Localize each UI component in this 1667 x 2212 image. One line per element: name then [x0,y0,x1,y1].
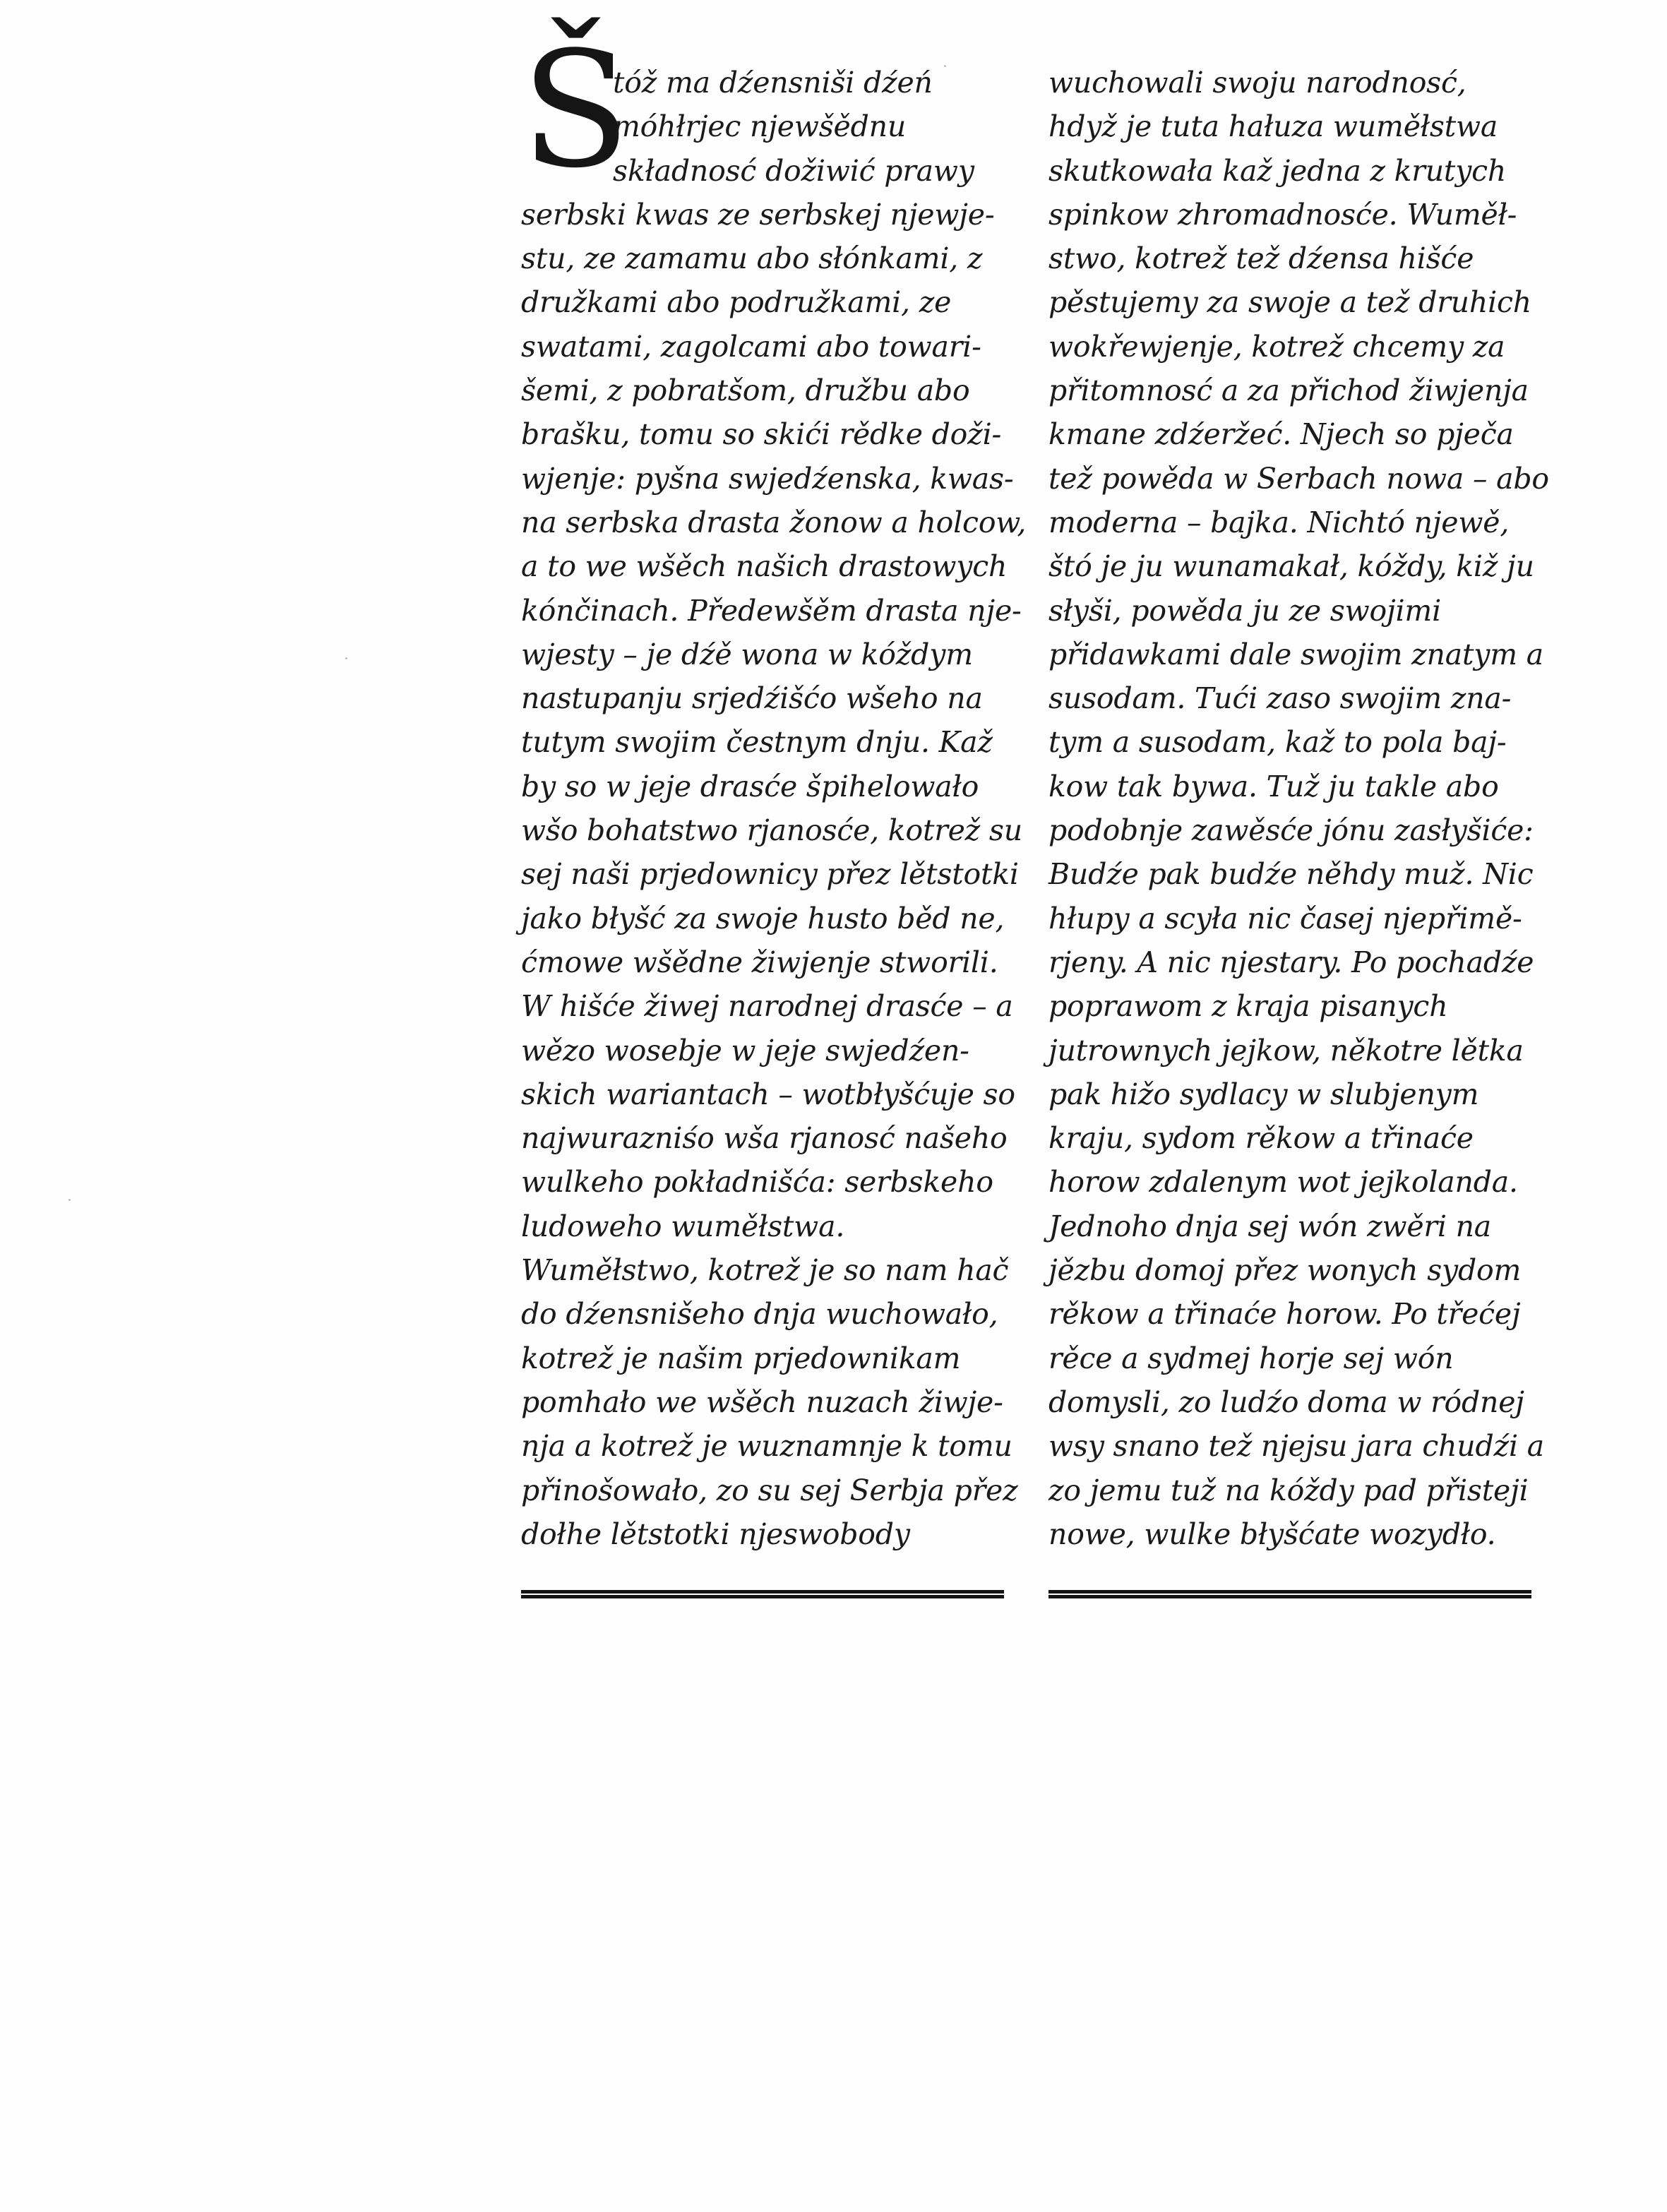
text-line: kotrež je našim prjedownikam [521,1341,961,1375]
text-line: ćmowe wšědne žiwjenje stworili. [521,945,998,979]
text-line: horow zdalenym wot jejkolanda. [1048,1165,1518,1200]
text-line: ludoweho wuměłstwa. [521,1209,845,1243]
text-line: pomhało we wšěch nuzach žiwje- [521,1385,1003,1419]
text-line: dołhe lětstotki njeswobody [521,1517,910,1551]
text-line: skich wariantach – wotbłyšćuje so [521,1077,1015,1111]
text-line: najwurazniśo wša rjanosć našeho [521,1121,1008,1156]
text-line: móhłrjec njewšědnu [613,109,907,144]
text-line: kmane zdźeržeć. Njech so pječa [1048,417,1514,452]
text-line: štó je ju wunamakał, kóždy, kiž ju [1048,549,1534,584]
text-line: moderna – bajka. Nichtó njewě, [1048,505,1510,539]
text-line: spinkow zhromadnosće. Wuměł- [1048,197,1517,232]
text-line: tóž ma dźensniši dźeń [613,66,933,100]
text-line: přinošowało, zo su sej Serbja přez [521,1473,1018,1507]
text-line: skutkowała kaž jedna z krutych [1048,153,1507,188]
text-line: kónčinach. Předewšěm drasta nje- [521,593,1022,628]
text-line: wězo wosebje w jeje swjedźen- [521,1033,969,1068]
text-line: wsy snano tež njejsu jara chudźi a [1048,1429,1544,1464]
paper-speck [345,657,347,659]
text-line: wšo bohatstwo rjanosće, kotrež su [521,813,1022,848]
paper-speck [68,1199,71,1201]
text-line: stu, ze zamamu abo słónkami, z [521,241,983,276]
text-line: Jednoho dnja sej wón zwěri na [1048,1209,1492,1243]
text-line: nowe, wulke błyšćate wozydło. [1048,1517,1496,1551]
text-line: do dźensnišeho dnja wuchowało, [521,1297,998,1332]
column-rule-left [521,1590,1004,1598]
text-line: tym a susodam, kaž to pola baj- [1048,725,1507,760]
column-rule-right [1048,1590,1531,1598]
text-line: na serbska drasta žonow a holcow, [521,505,1027,539]
text-line: tež powěda w Serbach nowa – abo [1048,461,1549,496]
text-line: nja a kotrež je wuznamnje k tomu [521,1429,1012,1464]
text-line: serbski kwas ze serbskej njewje- [521,197,995,232]
text-line: přidawkami dale swojim znatym a [1048,637,1543,671]
text-line: brašku, tomu so skići rědke doži- [521,417,1002,452]
text-line: kow tak bywa. Tuž ju takle abo [1048,769,1499,803]
text-line: podobnje zawěsće jónu zasłyšiće: [1048,813,1534,848]
text-line: susodam. Tući zaso swojim zna- [1048,681,1512,716]
text-line: kraju, sydom rěkow a třinaće [1048,1121,1474,1156]
text-line: a to we wšěch našich drastowych [521,549,1008,584]
text-line: poprawom z kraja pisanych [1048,989,1448,1024]
text-line: jězbu domoj přez wonych sydom [1048,1253,1522,1288]
text-line: wulkeho pokładnišća: serbskeho [521,1165,993,1200]
text-line: swatami, zagolcami abo towari- [521,329,981,364]
text-line: pak hižo sydlacy w slubjenym [1048,1077,1479,1111]
text-line: hdyž je tuta hałuza wuměłstwa [1048,109,1498,144]
left-column [521,61,1027,1556]
text-line: nastupanju srjedźišćo wšeho na [521,681,983,716]
text-line: jako błyšć za swoje husto běd ne, [521,901,1005,935]
text-line: hłupy a scyła nic časej njepřimě- [1048,901,1522,935]
text-line: šemi, z pobratšom, družbu abo [521,373,970,408]
text-line: składnosć dožiwić prawy [613,153,974,188]
text-line: wokřewjenje, kotrež chcemy za [1048,329,1505,364]
text-line: wjesty – je dźě wona w kóždym [521,637,973,671]
text-line: W hišće žiwej narodnej drasće – a [521,989,1013,1024]
text-line: zo jemu tuž na kóždy pad přisteji [1048,1473,1529,1507]
text-line: słyši, powěda ju ze swojimi [1048,593,1442,628]
text-line: Budźe pak budźe něhdy muž. Nic [1048,857,1534,892]
text-line: jutrownych jejkow, někotre lětka [1048,1033,1524,1068]
text-line: wjenje: pyšna swjedźenska, kwas- [521,461,1014,496]
text-line: wuchowali swoju narodnosć, [1048,66,1466,100]
text-line: rjeny. A nic njestary. Po pochadźe [1048,945,1534,979]
text-line: družkami abo podružkami, ze [521,285,952,320]
text-line: domysli, zo ludźo doma w ródnej [1048,1385,1524,1419]
drop-cap: Š [521,18,631,203]
text-line: tutym swojim čestnym dnju. Kaž [521,725,993,760]
text-line: by so w jeje drasće špihelowało [521,769,979,803]
text-line: rěce a sydmej horje sej wón [1048,1341,1454,1375]
text-line: pěstujemy za swoje a tež druhich [1048,285,1531,320]
text-line: sej naši prjedownicy přez lětstotki [521,857,1019,892]
text-line: Wuměłstwo, kotrež je so nam hač [521,1253,1009,1288]
text-line: stwo, kotrež tež dźensa hišće [1048,241,1474,276]
right-column [1048,61,1557,1556]
text-line: přitomnosć a za přichod žiwjenja [1048,373,1529,408]
text-line: rěkow a třinaće horow. Po třećej [1048,1297,1521,1332]
